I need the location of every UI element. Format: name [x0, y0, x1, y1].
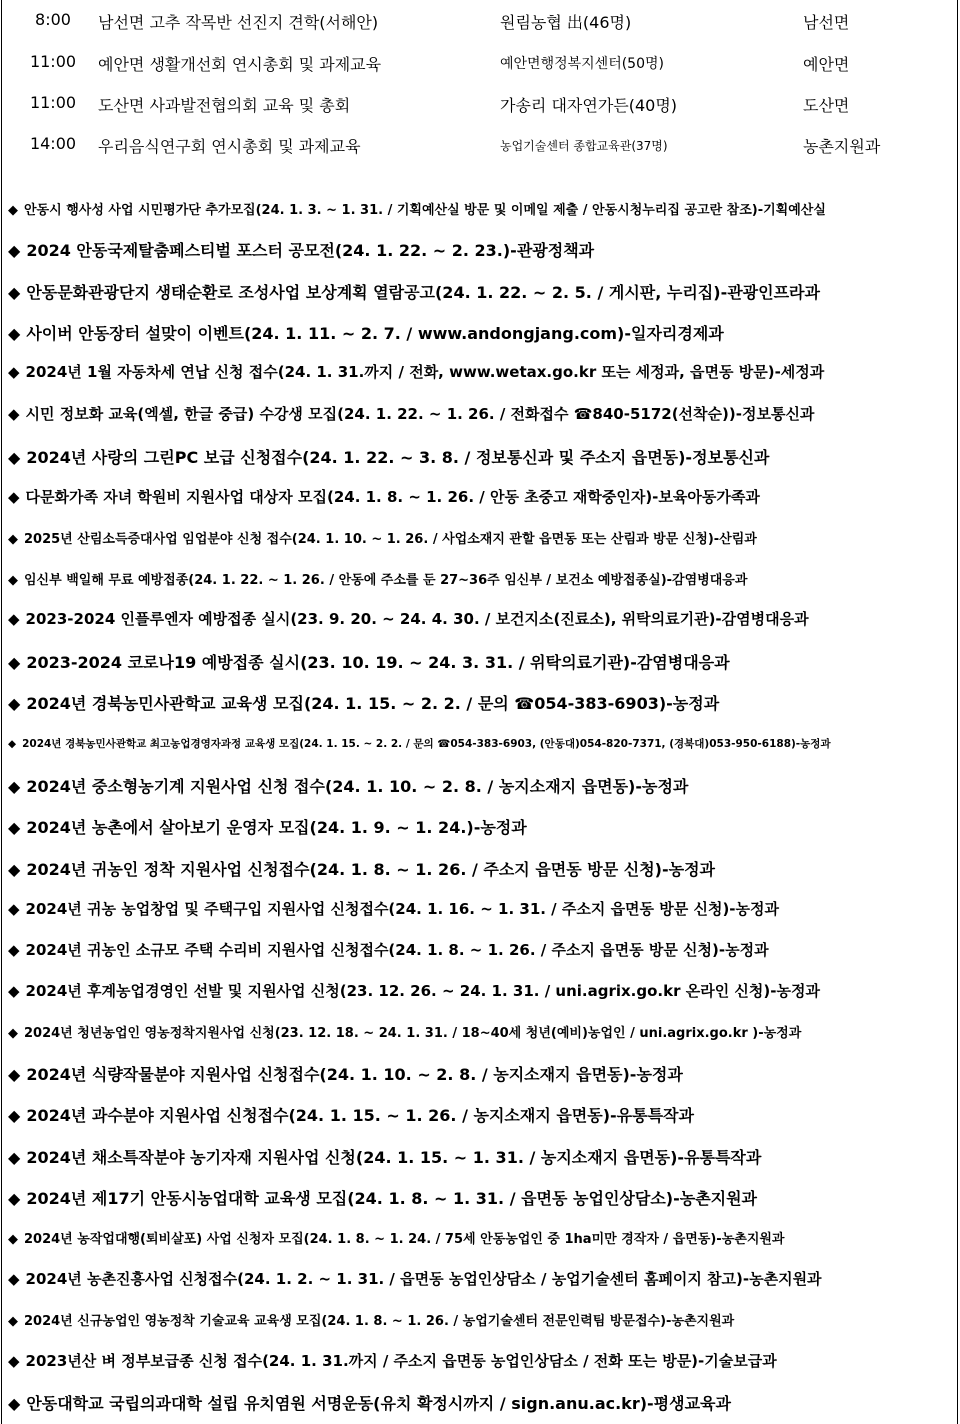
notice-text: 임신부 백일해 무료 예방접종(24. 1. 22. ~ 1. 26. / 안동에 주소를 둔 27~36주 임신부 / 보건소 예방접종실)-감염병대응과 — [24, 573, 748, 588]
notice-text: 2024년 경북농민사관학교 최고농업경영자과정 교육생 모집(24. 1. 15. ~ 2. 2. / 문의 ☎054-383-6903, (안동대)054-820-7371, (경북대)053-950-6188)-농정과 — [22, 738, 831, 750]
notice-item — [8, 403, 956, 424]
schedule-time: 11:00 — [29, 93, 77, 112]
notice-item — [8, 1310, 956, 1329]
notice-item — [8, 1228, 956, 1247]
bullet-diamond-icon: ◆ — [8, 982, 20, 1000]
bullet-diamond-icon: ◆ — [8, 738, 17, 750]
notice-item — [8, 1186, 956, 1209]
bullet-diamond-icon: ◆ — [8, 573, 18, 588]
notice-item — [8, 650, 956, 673]
bullet-diamond-icon: ◆ — [8, 1352, 20, 1370]
bullet-diamond-icon: ◆ — [8, 818, 21, 837]
notice-item — [8, 199, 956, 218]
bullet-diamond-icon: ◆ — [8, 860, 21, 879]
bullet-diamond-icon: ◆ — [8, 241, 21, 260]
notice-text: 2024년 식량작물분야 지원사업 신청접수(24. 1. 10. ~ 2. 8. / 농지소재지 읍면동)-농정과 — [26, 1065, 683, 1084]
bullet-diamond-icon: ◆ — [8, 1106, 21, 1125]
bullet-diamond-icon: ◆ — [8, 1270, 20, 1288]
notice-item — [8, 1350, 956, 1371]
bullet-diamond-icon: ◆ — [8, 694, 21, 713]
notice-text: 다문화가족 자녀 학원비 지원사업 대상자 모집(24. 1. 8. ~ 1. 26. / 안동 초중고 재학중인자)-보육아동가족과 — [25, 488, 760, 506]
schedule-place: 농업기술센터 종합교육관(37명) — [500, 139, 668, 153]
notice-text: 안동시 행사성 사업 시민평가단 추가모집(24. 1. 3. ~ 1. 31. / 기획예산실 방문 및 이메일 제출 / 안동시청누리집 공고란 참조)-기획예산실 — [24, 203, 826, 218]
schedule-title: 남선면 고추 작목반 선진지 견학(서해안) — [98, 13, 379, 32]
bullet-diamond-icon: ◆ — [8, 941, 20, 959]
notice-text: 2024년 경북농민사관학교 교육생 모집(24. 1. 15. ~ 2. 2. / 문의 ☎054-383-6903)-농정과 — [26, 694, 720, 713]
bullet-diamond-icon: ◆ — [8, 363, 20, 381]
schedule-dept: 남선면 — [803, 13, 850, 32]
notice-item — [8, 361, 956, 382]
schedule-dept: 농촌지원과 — [803, 137, 881, 156]
schedule-title: 우리음식연구회 연시총회 및 과제교육 — [98, 137, 361, 156]
bullet-diamond-icon: ◆ — [8, 1148, 21, 1167]
bullet-diamond-icon: ◆ — [8, 448, 21, 467]
schedule-place: 예안면행정복지센터(50명) — [500, 56, 664, 72]
notice-item — [8, 857, 956, 880]
bullet-diamond-icon: ◆ — [8, 532, 18, 547]
schedule-row — [0, 126, 960, 160]
bullet-diamond-icon: ◆ — [8, 1314, 18, 1329]
bullet-diamond-icon: ◆ — [8, 488, 20, 506]
schedule-place: 원림농협 出(46명) — [500, 13, 632, 32]
bullet-diamond-icon: ◆ — [8, 324, 21, 343]
notice-text: 2025년 산림소득증대사업 임업분야 신청 접수(24. 1. 10. ~ 1. 26. / 사업소재지 관할 읍면동 또는 산림과 방문 신청)-산림과 — [24, 532, 757, 547]
notice-item — [8, 1103, 956, 1126]
notice-item — [8, 569, 956, 588]
schedule-dept: 예안면 — [803, 55, 850, 74]
bullet-diamond-icon: ◆ — [8, 1232, 18, 1247]
bullet-diamond-icon: ◆ — [8, 405, 20, 423]
notice-text: 2024년 사랑의 그린PC 보급 신청접수(24. 1. 22. ~ 3. 8. / 정보통신과 및 주소지 읍면동)-정보통신과 — [26, 448, 770, 467]
notice-item — [8, 238, 956, 261]
bullet-diamond-icon: ◆ — [8, 900, 20, 918]
bullet-diamond-icon: ◆ — [8, 203, 18, 218]
bullet-diamond-icon: ◆ — [8, 1026, 18, 1041]
bullet-diamond-icon: ◆ — [8, 1189, 21, 1208]
notice-item — [8, 1145, 956, 1168]
notice-item — [8, 691, 956, 714]
bullet-diamond-icon: ◆ — [8, 610, 20, 628]
bullet-diamond-icon: ◆ — [8, 1394, 21, 1413]
notice-text: 2024년 1월 자동차세 연납 신청 접수(24. 1. 31.까지 / 전화, www.wetax.go.kr 또는 세정과, 읍면동 방문)-세정과 — [25, 363, 825, 381]
notice-text: 2023년산 벼 정부보급종 신청 접수(24. 1. 31.까지 / 주소지 읍면동 농업인상담소 / 전화 또는 방문)-기술보급과 — [25, 1352, 777, 1370]
notice-text: 2024년 과수분야 지원사업 신청접수(24. 1. 15. ~ 1. 26. / 농지소재지 읍면동)-유통특작과 — [26, 1106, 694, 1125]
notice-item — [8, 898, 956, 919]
notice-item — [8, 321, 956, 344]
schedule-title: 예안면 생활개선회 연시총회 및 과제교육 — [98, 55, 382, 74]
notice-item — [8, 445, 956, 468]
bullet-diamond-icon: ◆ — [8, 283, 21, 302]
notice-item — [8, 1268, 956, 1289]
notice-text: 2024년 후계농업경영인 선발 및 지원사업 신청(23. 12. 26. ~ 24. 1. 31. / uni.agrix.go.kr 온라인 신청)-농정과 — [25, 982, 820, 1000]
schedule-title: 도산면 사과발전협의회 교육 및 총회 — [98, 96, 351, 115]
notice-text: 2024년 제17기 안동시농업대학 교육생 모집(24. 1. 8. ~ 1. 31. / 읍면동 농업인상담소)-농촌지원과 — [26, 1189, 758, 1208]
notice-text: 사이버 안동장터 설맞이 이벤트(24. 1. 11. ~ 2. 7. / www.andongjang.com)-일자리경제과 — [26, 324, 724, 343]
notice-text: 2024 안동국제탈춤페스티벌 포스터 공모전(24. 1. 22. ~ 2. 23.)-관광정책과 — [26, 241, 595, 260]
schedule-row — [0, 44, 960, 78]
notice-text: 2024년 청년농업인 영농정착지원사업 신청(23. 12. 18. ~ 24. 1. 31. / 18~40세 청년(예비)농업인 / uni.agrix.go.kr )-농정과 — [24, 1026, 802, 1041]
notice-text: 2024년 농작업대행(퇴비살포) 사업 신청자 모집(24. 1. 8. ~ 1. 24. / 75세 안동농업인 중 1ha미만 경작자 / 읍면동)-농촌지원과 — [24, 1232, 785, 1247]
schedule-place: 가송리 대자연가든(40명) — [500, 96, 678, 115]
notice-item — [8, 1062, 956, 1085]
bullet-diamond-icon: ◆ — [8, 653, 21, 672]
schedule-time: 14:00 — [29, 134, 77, 153]
notice-text: 2024년 귀농인 소규모 주택 수리비 지원사업 신청접수(24. 1. 8. ~ 1. 26. / 주소지 읍면동 방문 신청)-농정과 — [25, 941, 769, 959]
bullet-diamond-icon: ◆ — [8, 1065, 21, 1084]
notice-text: 2024년 귀농인 정착 지원사업 신청접수(24. 1. 8. ~ 1. 26. / 주소지 읍면동 방문 신청)-농정과 — [26, 860, 715, 879]
notice-item — [8, 486, 956, 507]
notice-text: 2024년 농촌진흥사업 신청접수(24. 1. 2. ~ 1. 31. / 읍면동 농업인상담소 / 농업기술센터 홈페이지 참고)-농촌지원과 — [25, 1270, 822, 1288]
notice-item — [8, 774, 956, 797]
notice-item — [8, 736, 956, 751]
notice-text: 안동문화관광단지 생태순환로 조성사업 보상계획 열람공고(24. 1. 22. ~ 2. 5. / 게시판, 누리집)-관광인프라과 — [26, 283, 820, 302]
notice-text: 안동대학교 국립의과대학 설립 유치염원 서명운동(유치 확정시까지 / sign.anu.ac.kr)-평생교육과 — [26, 1394, 731, 1413]
schedule-dept: 도산면 — [803, 96, 850, 115]
notice-text: 2023-2024 코로나19 예방접종 실시(23. 10. 19. ~ 24. 3. 31. / 위탁의료기관)-감염병대응과 — [26, 653, 730, 672]
notice-item — [8, 1022, 956, 1041]
schedule-time: 8:00 — [35, 10, 71, 29]
notice-item — [8, 280, 956, 303]
schedule-row — [0, 85, 960, 119]
notice-text: 2024년 중소형농기계 지원사업 신청 접수(24. 1. 10. ~ 2. 8. / 농지소재지 읍면동)-농정과 — [26, 777, 689, 796]
notice-item — [8, 815, 956, 838]
notice-item — [8, 1391, 956, 1414]
right-border-line — [957, 0, 958, 1424]
notice-item — [8, 939, 956, 960]
schedule-row — [0, 2, 960, 36]
notice-item — [8, 608, 956, 629]
notice-text: 2024년 귀농 농업창업 및 주택구입 지원사업 신청접수(24. 1. 16. ~ 1. 31. / 주소지 읍면동 방문 신청)-농정과 — [25, 900, 779, 918]
notice-text: 2024년 신규농업인 영농정착 기술교육 교육생 모집(24. 1. 8. ~ 1. 26. / 농업기술센터 전문인력팀 방문접수)-농촌지원과 — [24, 1314, 735, 1329]
notice-text: 시민 정보화 교육(엑셀, 한글 중급) 수강생 모집(24. 1. 22. ~ 1. 26. / 전화접수 ☎840-5172(선착순))-정보통신과 — [25, 405, 815, 423]
notice-text: 2024년 농촌에서 살아보기 운영자 모집(24. 1. 9. ~ 1. 24.)-농정과 — [26, 818, 527, 837]
notice-item — [8, 980, 956, 1001]
left-border-line — [1, 0, 2, 1424]
notice-text: 2024년 채소특작분야 농기자재 지원사업 신청(24. 1. 15. ~ 1. 31. / 농지소재지 읍면동)-유통특작과 — [26, 1148, 762, 1167]
notice-text: 2023-2024 인플루엔자 예방접종 실시(23. 9. 20. ~ 24. 4. 30. / 보건지소(진료소), 위탁의료기관)-감염병대응과 — [25, 610, 809, 628]
bullet-diamond-icon: ◆ — [8, 777, 21, 796]
notice-item — [8, 528, 956, 547]
schedule-time: 11:00 — [29, 52, 77, 71]
